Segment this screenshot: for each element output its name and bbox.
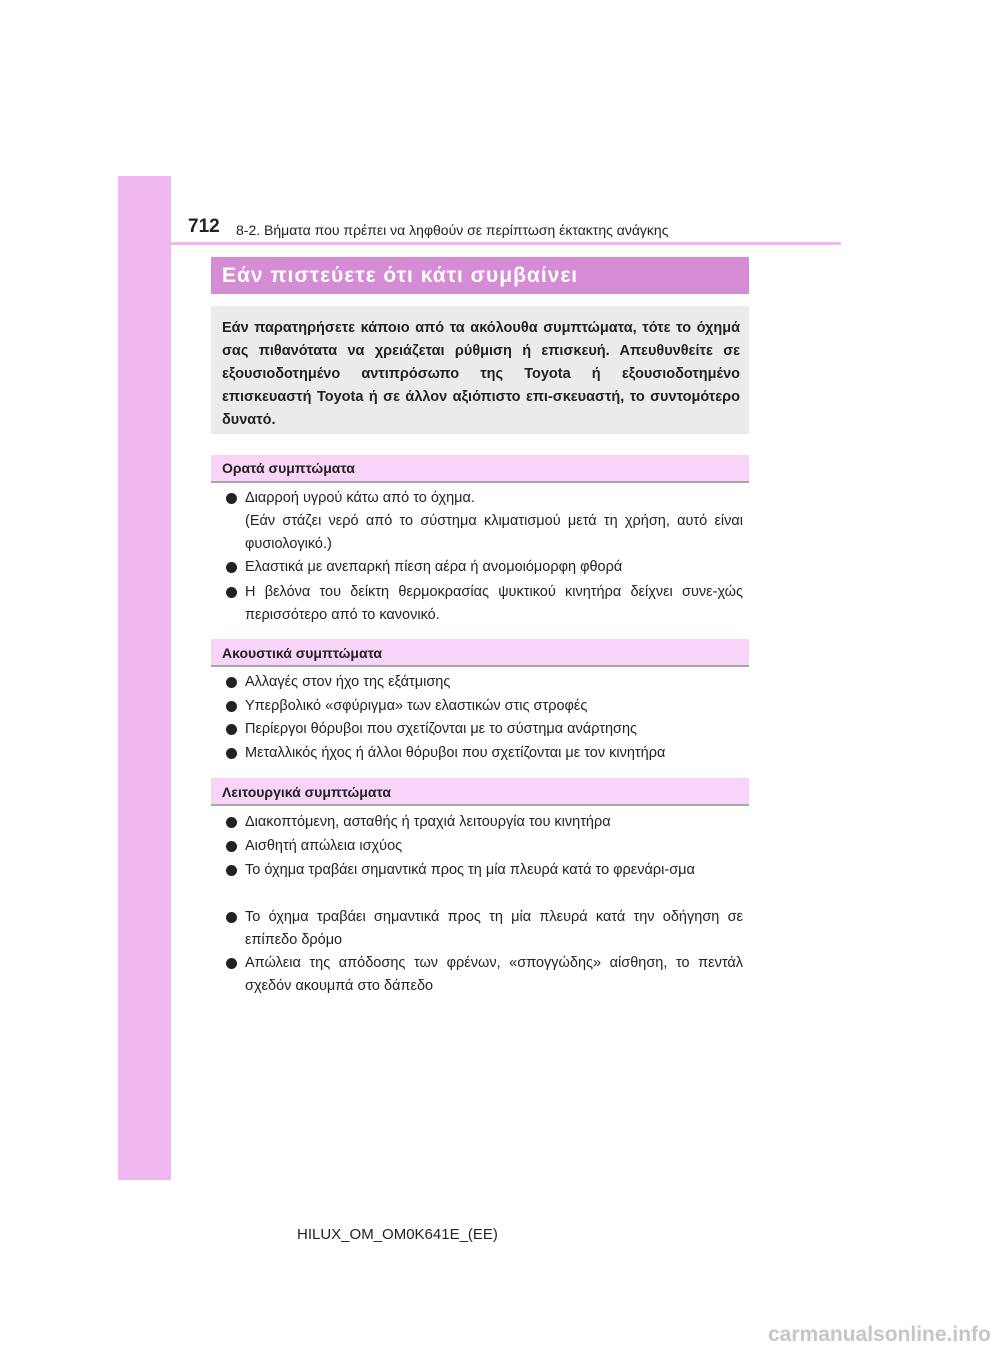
bullet-icon bbox=[226, 912, 237, 923]
subheading-operational-symptoms: Λειτουργικά συμπτώματα bbox=[222, 784, 391, 800]
header-rule bbox=[171, 242, 841, 245]
list-item: Διακοπτόμενη, ασταθής ή τραχιά λειτουργία του κινητήρα bbox=[245, 814, 611, 830]
bullet-icon bbox=[226, 958, 237, 969]
intro-text: Εάν παρατηρήσετε κάποιο από τα ακόλουθα συμπτώματα, τότε το όχημά σας πιθανότατα να χρειάζεται ρύθμιση ή επισκευή. Απευθυνθείτε σε εξουσιοδοτημένο αντιπρόσωπο της Toyota ή εξουσιοδοτημένο επισκευαστή Toyota ή σε άλλον αξιόπιστο επι-σκευαστή, το συντομότερο δυνατό. bbox=[222, 320, 740, 428]
list-item: Η βελόνα του δείκτη θερμοκρασίας ψυκτικού κινητήρα δείχνει συνε-χώς περισσότερο από το κανονικό. bbox=[245, 584, 743, 623]
bullet-icon bbox=[226, 865, 237, 876]
running-header: 8-2. Βήματα που πρέπει να ληφθούν σε περίπτωση έκτακτης ανάγκης bbox=[236, 222, 669, 238]
bullet-icon bbox=[226, 841, 237, 852]
page-number: 712 bbox=[188, 216, 220, 237]
list-item: Περίεργοι θόρυβοι που σχετίζονται με το σύστημα ανάρτησης bbox=[245, 721, 638, 737]
list-item: Μεταλλικός ήχος ή άλλοι θόρυβοι που σχετίζονται με τον κινητήρα bbox=[245, 745, 666, 761]
list-item: Υπερβολικό «σφύριγμα» των ελαστικών στις στροφές bbox=[245, 698, 588, 714]
list-item: Το όχημα τραβάει σημαντικά προς τη μία πλευρά κατά την οδήγηση σε επίπεδο δρόμο bbox=[245, 909, 743, 948]
bullet-icon bbox=[226, 562, 237, 573]
list-item: Αισθητή απώλεια ισχύος bbox=[245, 838, 403, 854]
chapter-side-tab bbox=[118, 176, 171, 1180]
subheading-audible-symptoms: Ακουστικά συμπτώματα bbox=[222, 645, 383, 661]
subheading-visible-symptoms: Ορατά συμπτώματα bbox=[222, 460, 355, 476]
bullet-icon bbox=[226, 587, 237, 598]
list-item: Το όχημα τραβάει σημαντικά προς τη μία πλευρά κατά το φρενάρι-σμα bbox=[245, 862, 695, 878]
bullet-icon bbox=[226, 701, 237, 712]
list-item: Διαρροή υγρού κάτω από το όχημα. bbox=[245, 490, 475, 506]
bullet-icon bbox=[226, 748, 237, 759]
bullet-icon bbox=[226, 724, 237, 735]
section-title: Εάν πιστεύετε ότι κάτι συμβαίνει bbox=[222, 264, 579, 287]
list-item-note: (Εάν στάζει νερό από το σύστημα κλιματισμού μετά τη χρήση, αυτό είναι φυσιολογικό.) bbox=[245, 513, 743, 552]
bullet-icon bbox=[226, 493, 237, 504]
watermark: carmanualsonline.info bbox=[768, 1323, 991, 1346]
list-item: Αλλαγές στον ήχο της εξάτμισης bbox=[245, 674, 451, 690]
bullet-icon bbox=[226, 817, 237, 828]
bullet-icon bbox=[226, 677, 237, 688]
list-item: Ελαστικά με ανεπαρκή πίεση αέρα ή ανομοιόμορφη φθορά bbox=[245, 559, 623, 575]
document-code: HILUX_OM_OM0K641E_(EE) bbox=[297, 1226, 498, 1243]
list-item: Απώλεια της απόδοσης των φρένων, «σπογγώδης» αίσθηση, το πεντάλ σχεδόν ακουμπά στο δάπεδο bbox=[245, 955, 743, 994]
